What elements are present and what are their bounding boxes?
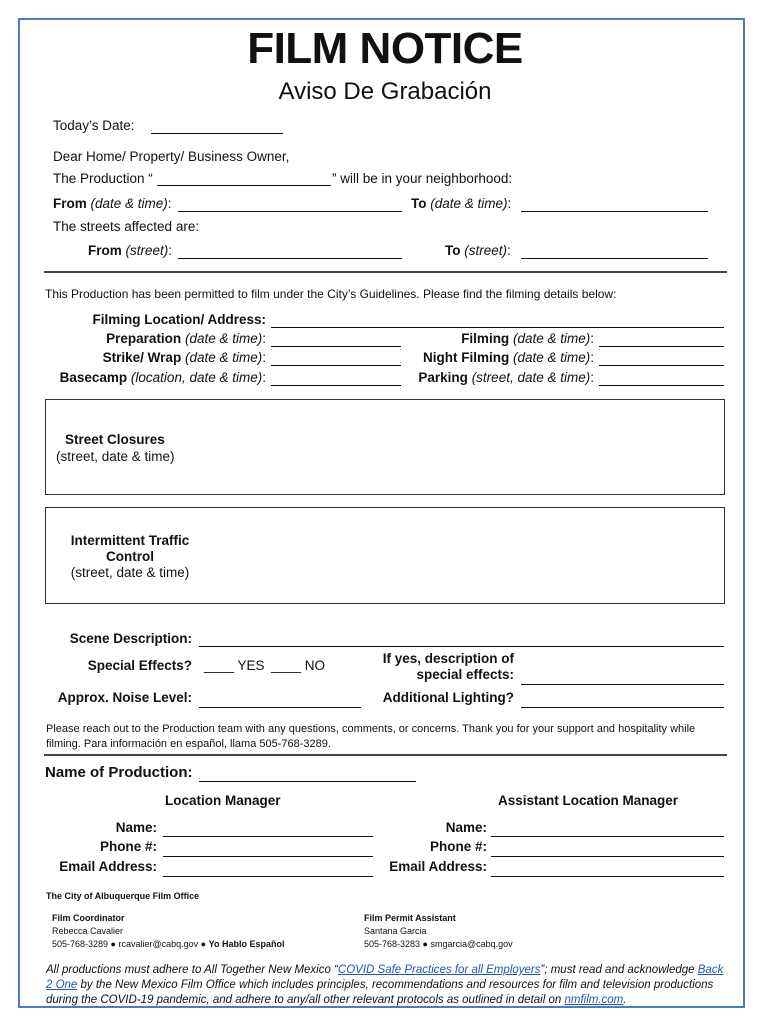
traffic-control-box[interactable] xyxy=(45,507,725,604)
parking-label-text: Parking xyxy=(418,370,468,385)
street-from-hint: (street) xyxy=(125,243,169,258)
page-title: FILM NOTICE xyxy=(247,24,523,73)
permit-assistant-contact: 505-768-3283 ● smgarcia@cabq.gov xyxy=(364,939,513,949)
filming-label-text: Filming xyxy=(461,331,510,346)
production-pre-text: The Production “ xyxy=(53,171,153,186)
production-name-field[interactable] xyxy=(157,185,331,186)
scene-description-label: Scene Description: xyxy=(69,631,192,646)
strike-field[interactable] xyxy=(271,365,401,366)
additional-lighting-label: Additional Lighting? xyxy=(382,690,514,705)
effects-description-label-1: If yes, description of xyxy=(382,651,514,666)
footer-text-3: by the New Mexico Film Office which includes principles, recommendations and resources for film and television productions during the COVID-19 pandemic, and adhere to any/all other relevant protocols as outlined in detail on xyxy=(46,979,714,1006)
alm-email-label: Email Address: xyxy=(389,859,487,874)
night-filming-label: Night Filming (date & time): xyxy=(422,350,594,365)
to-date-field[interactable] xyxy=(521,211,708,212)
lm-email-field[interactable] xyxy=(163,876,373,877)
lm-name-label: Name: xyxy=(115,820,157,835)
lm-name-field[interactable] xyxy=(163,836,373,837)
preparation-hint: (date & time) xyxy=(184,331,263,346)
street-to-hint: (street) xyxy=(464,243,508,258)
city-office-heading: The City of Albuquerque Film Office xyxy=(46,891,200,901)
traffic-control-title-2: Control xyxy=(106,549,154,564)
greeting-text: Dear Home/ Property/ Business Owner, xyxy=(53,149,290,164)
street-from-label-text: From xyxy=(88,243,122,258)
divider xyxy=(44,271,727,273)
effects-description-label-2: special effects: xyxy=(416,667,514,682)
coordinator-contact-text: 505-768-3289 ● rcavalier@cabq.gov ● xyxy=(52,939,207,949)
filming-date-field[interactable] xyxy=(599,346,724,347)
basecamp-label: Basecamp (location, date & time): xyxy=(59,370,266,385)
scene-description-field[interactable] xyxy=(199,646,724,647)
noise-level-field[interactable] xyxy=(199,707,361,708)
street-closures-title: Street Closures xyxy=(65,432,165,447)
to-date-label: To (date & time): xyxy=(411,196,512,211)
preparation-label: Preparation (date & time): xyxy=(106,331,266,346)
basecamp-label-text: Basecamp xyxy=(59,370,128,385)
street-closures-box[interactable] xyxy=(45,399,725,495)
filming-hint: (date & time) xyxy=(512,331,591,346)
production-post-text: ” will be in your neighborhood: xyxy=(332,171,513,186)
street-from-field[interactable] xyxy=(178,258,402,259)
from-hint: (date & time) xyxy=(90,196,168,211)
night-label-text: Night Filming xyxy=(422,350,510,365)
todays-date-label: Today’s Date: xyxy=(53,118,135,133)
alm-email-field[interactable] xyxy=(491,876,724,877)
effects-no-option[interactable]: ____ NO xyxy=(271,658,326,673)
to-label: To xyxy=(411,196,427,211)
traffic-control-title-1: Intermittent Traffic xyxy=(70,533,190,548)
night-filming-field[interactable] xyxy=(599,365,724,366)
street-to-field[interactable] xyxy=(521,258,708,259)
back-2-one-link[interactable]: Back 2 One xyxy=(46,964,724,991)
strike-label-text: Strike/ Wrap xyxy=(102,350,182,365)
page-subtitle: Aviso De Grabación xyxy=(278,78,492,105)
filming-location-label: Filming Location/ Address: xyxy=(92,312,266,327)
coordinator-spanish: Yo Hablo Español xyxy=(208,939,285,949)
alm-name-label: Name: xyxy=(445,820,487,835)
strike-label: Strike/ Wrap (date & time): xyxy=(102,350,266,365)
traffic-control-hint: (street, date & time) xyxy=(70,565,190,580)
effects-description-field[interactable] xyxy=(521,684,724,685)
filming-location-field[interactable] xyxy=(271,327,724,328)
basecamp-field[interactable] xyxy=(271,385,401,386)
noise-level-label: Approx. Noise Level: xyxy=(57,690,192,705)
basecamp-hint: (location, date & time) xyxy=(130,370,263,385)
footer-text-1: All productions must adhere to All Together New Mexico “ xyxy=(46,964,338,976)
street-closures-hint: (street, date & time) xyxy=(56,449,175,464)
alm-phone-field[interactable] xyxy=(491,856,724,857)
night-hint: (date & time) xyxy=(512,350,591,365)
location-manager-heading: Location Manager xyxy=(165,793,281,808)
lm-phone-label: Phone #: xyxy=(99,839,157,854)
coordinator-title: Film Coordinator xyxy=(52,913,125,923)
coordinator-name: Rebecca Cavalier xyxy=(52,926,124,936)
effects-yes-option[interactable]: ____ YES xyxy=(204,658,265,673)
permit-assistant-name: Santana Garcia xyxy=(364,926,427,936)
lm-email-label: Email Address: xyxy=(59,859,157,874)
todays-date-field[interactable] xyxy=(151,133,283,134)
lm-phone-field[interactable] xyxy=(163,856,373,857)
covid-practices-link[interactable]: COVID Safe Practices for all Employers xyxy=(337,964,541,976)
preparation-label-text: Preparation xyxy=(106,331,182,346)
contact-note: Please reach out to the Production team with any questions, comments, or concerns. Thank you for your support and hospitality while filming. Para información en español, llama 505-768-3289. xyxy=(46,723,696,750)
from-date-field[interactable] xyxy=(178,211,402,212)
alm-phone-label: Phone #: xyxy=(429,839,487,854)
production-name-label: Name of Production: xyxy=(45,764,193,781)
parking-hint: (street, date & time) xyxy=(471,370,591,385)
from-label: From xyxy=(53,196,87,211)
street-to-label: To (street): xyxy=(445,243,511,258)
production-name-entry[interactable] xyxy=(199,781,416,782)
nmfilm-link[interactable]: nmfilm.com xyxy=(564,994,624,1006)
filming-date-label: Filming (date & time): xyxy=(461,331,594,346)
special-effects-label: Special Effects? xyxy=(87,658,192,673)
parking-label: Parking (street, date & time): xyxy=(418,370,594,385)
from-date-label: From (date & time): xyxy=(53,196,172,211)
streets-affected-text: The streets affected are: xyxy=(53,219,200,234)
coordinator-contact xyxy=(52,939,284,949)
preparation-field[interactable] xyxy=(271,346,401,347)
covid-footer-note xyxy=(46,963,732,1008)
parking-field[interactable] xyxy=(599,385,724,386)
strike-hint: (date & time) xyxy=(184,350,263,365)
divider xyxy=(44,754,727,756)
footer-text-4: . xyxy=(623,994,627,1006)
additional-lighting-field[interactable] xyxy=(521,707,724,708)
alm-name-field[interactable] xyxy=(491,836,724,837)
footer-text-2: ”; must read and acknowledge xyxy=(540,964,698,976)
permit-assistant-title: Film Permit Assistant xyxy=(364,913,456,923)
assistant-manager-heading: Assistant Location Manager xyxy=(498,793,679,808)
to-hint: (date & time) xyxy=(430,196,508,211)
permit-statement: This Production has been permitted to film under the City’s Guidelines. Please find the filming details below: xyxy=(45,287,617,301)
street-to-label-text: To xyxy=(445,243,461,258)
street-from-label: From (street): xyxy=(88,243,173,258)
